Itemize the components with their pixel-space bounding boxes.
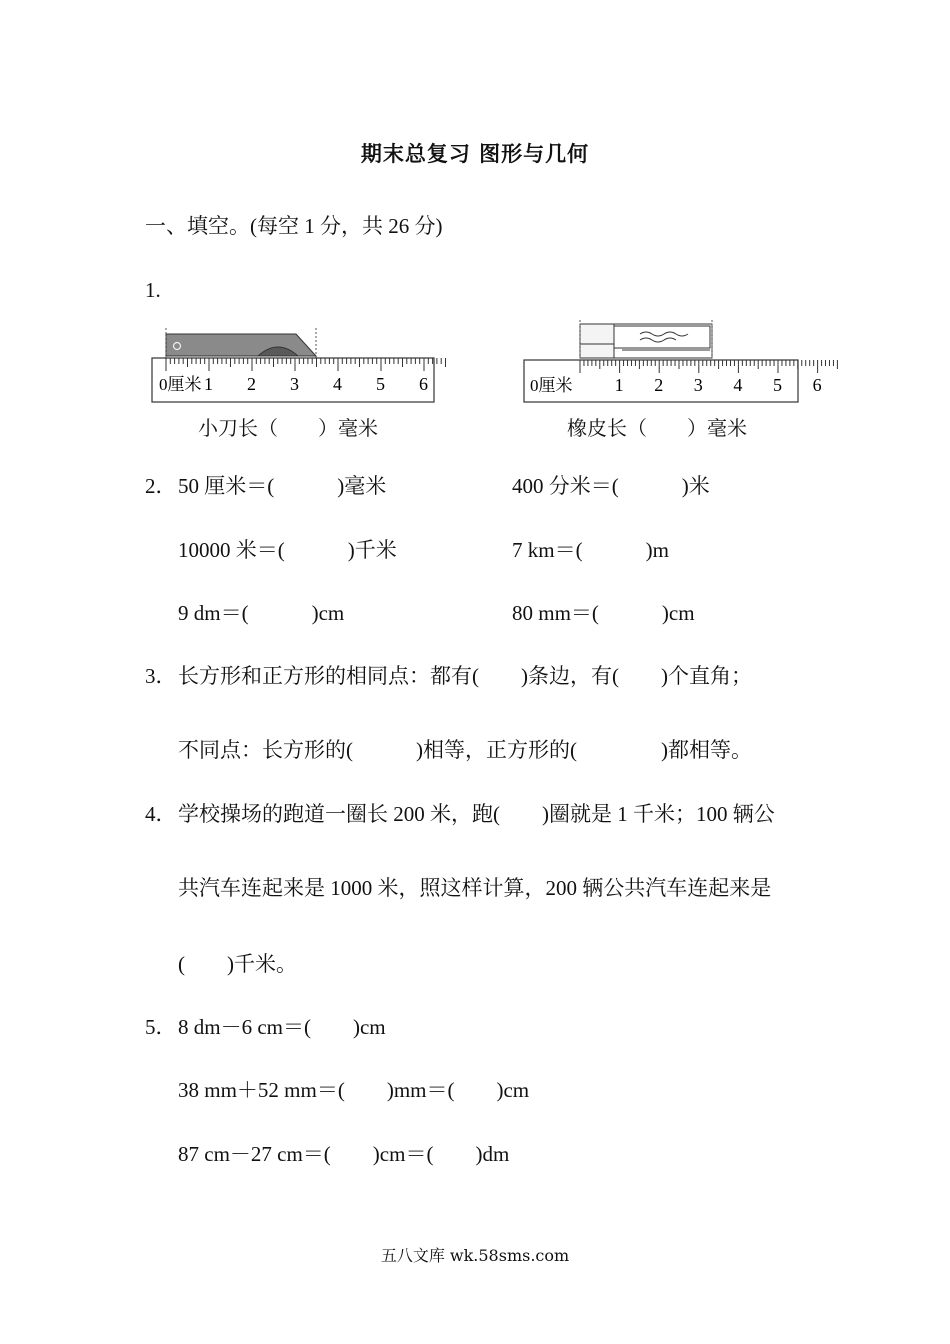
footer-watermark: 五八文库 wk.58sms.com	[380, 1246, 570, 1265]
q2-row3-left: 9 dm＝( )cm	[178, 601, 345, 625]
q3-line1: 长方形和正方形的相同点：都有( )条边，有( )个直角；	[178, 664, 752, 688]
knife-ruler-figure	[150, 322, 440, 406]
q2-row2-left: 10000 米＝( )千米	[178, 538, 397, 562]
q5-line3: 87 cm－27 cm＝( )cm＝( )dm	[178, 1142, 510, 1166]
q3-number: 3．	[145, 664, 177, 688]
ruler-unit-label: 0厘米	[159, 375, 202, 394]
ruler-tick-label: 4	[733, 375, 743, 395]
q3-line2: 不同点：长方形的( )相等，正方形的( )都相等。	[178, 738, 752, 762]
q5-line2: 38 mm＋52 mm＝( )mm＝( )cm	[178, 1078, 530, 1102]
ruler-unit-label: 0厘米	[530, 376, 573, 395]
ruler-tick-label: 6	[812, 375, 822, 395]
q4-line2: 共汽车连起来是 1000 米，照这样计算，200 辆公共汽车连起来是	[178, 876, 772, 900]
q2-row2-right: 7 km＝( )m	[512, 538, 669, 562]
section-heading: 一、填空。(每空 1 分，共 26 分)	[145, 214, 443, 238]
eraser-ruler-figure	[522, 320, 822, 406]
q5-line1: 8 dm－6 cm＝( )cm	[178, 1015, 386, 1039]
ruler-tick-label: 2	[654, 375, 664, 395]
q2-number: 2．	[145, 474, 177, 498]
page-title: 期末总复习 图形与几何	[360, 142, 590, 166]
q4-line1: 学校操场的跑道一圈长 200 米，跑( )圈就是 1 千米；100 辆公	[178, 802, 775, 826]
ruler-tick-label: 2	[247, 374, 256, 394]
ruler-tick-label: 6	[419, 374, 428, 394]
ruler-tick-label: 5	[773, 375, 782, 395]
knife-length-caption: 小刀长（ ）毫米	[198, 418, 378, 440]
q4-number: 4．	[145, 802, 177, 826]
q4-line3: ( )千米。	[178, 952, 297, 976]
ruler-tick-label: 5	[376, 374, 385, 394]
q2-row1-right: 400 分米＝( )米	[512, 474, 710, 498]
eraser-length-caption: 橡皮长（ ）毫米	[567, 418, 747, 440]
ruler-tick-label: 3	[693, 375, 703, 395]
q1-number: 1.	[145, 278, 161, 302]
q2-row1-left: 50 厘米＝( )毫米	[178, 474, 387, 498]
q5-number: 5．	[145, 1015, 177, 1039]
q2-row3-right: 80 mm＝( )cm	[512, 601, 695, 625]
ruler-tick-label: 1	[614, 375, 624, 395]
ruler-tick-label: 1	[204, 374, 213, 394]
knife-illustration	[166, 328, 316, 358]
ruler-tick-label: 4	[333, 374, 342, 394]
eraser-illustration	[580, 320, 712, 360]
ruler-tick-label: 3	[290, 374, 299, 394]
